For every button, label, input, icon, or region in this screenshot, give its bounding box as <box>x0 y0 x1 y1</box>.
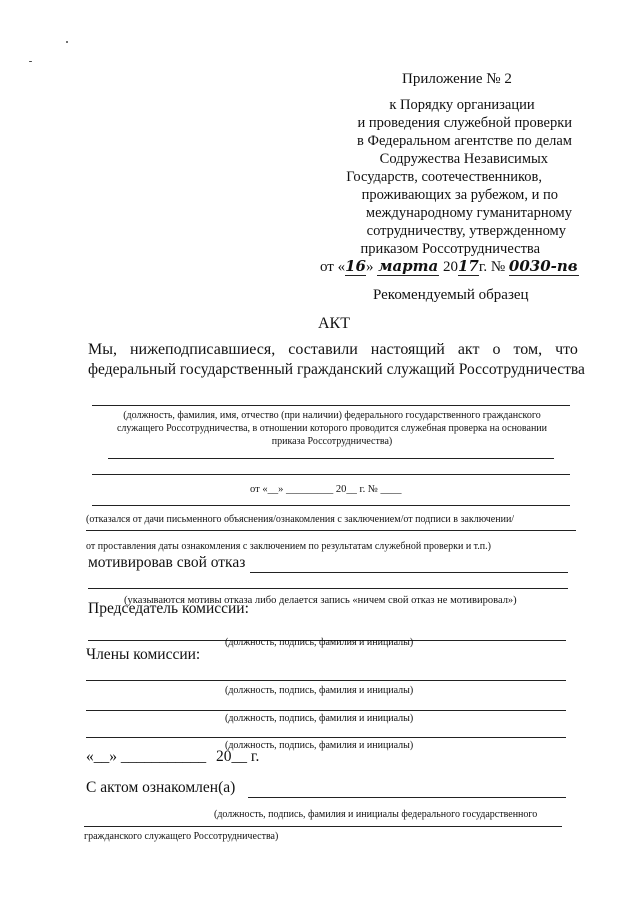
scan-speck <box>66 41 68 43</box>
order-reference-line: от «__» _________ 20__ г. № ____ <box>250 484 402 495</box>
caption-employee: (должность, фамилия, имя, отчество (при наличии) федерального государственного гражданского служащего Россотрудничества, в отношении которого проводится служебная проверка на основании приказа Россотрудничества) <box>116 410 548 447</box>
refusal-options-line-2: от проставления даты ознакомления с заключением по результатам служебной проверки и т.п.) <box>86 541 491 552</box>
basis-line: к Порядку организации <box>389 97 535 113</box>
document-title: АКТ <box>318 315 350 332</box>
fill-line <box>92 405 570 406</box>
handwritten-month: марта <box>378 257 439 275</box>
fill-line <box>108 458 554 459</box>
appendix-number: Приложение № 2 <box>402 71 512 87</box>
fill-line <box>92 474 570 475</box>
scan-speck <box>29 61 32 62</box>
fill-line <box>86 680 566 681</box>
basis-line: международному гуманитарному <box>365 205 572 221</box>
order-date-line: от «16» марта 2017г. № 0030-пв <box>320 257 578 275</box>
fill-line <box>250 572 568 573</box>
basis-line: в Федеральном агентстве по делам <box>357 133 572 149</box>
chairman-label: Председатель комиссии: <box>88 600 249 617</box>
handwritten-year: 17 <box>457 257 479 275</box>
fill-line <box>86 737 566 738</box>
basis-line: и проведения служебной проверки <box>357 115 572 131</box>
basis-line: Содружества Независимых <box>379 151 548 167</box>
fill-line <box>86 530 576 531</box>
members-label: Члены комиссии: <box>86 646 201 663</box>
appendix-basis <box>312 96 572 258</box>
fill-line <box>248 797 566 798</box>
basis-line: Государств, соотечественников, <box>346 169 542 185</box>
caption-final-1: (должность, подпись, фамилия и инициалы федерального государственного <box>214 809 538 820</box>
caption-final-2: гражданского служащего Россотрудничества) <box>84 831 279 842</box>
basis-line: проживающих за рубежом, и по <box>361 187 558 203</box>
intro-line-2: федеральный государственный гражданский служащий Россотрудничества <box>88 361 585 378</box>
fill-line <box>88 588 568 589</box>
caption-sign: (должность, подпись, фамилия и инициалы) <box>225 713 414 724</box>
fill-line <box>84 826 562 827</box>
caption-sign: (должность, подпись, фамилия и инициалы) <box>225 685 414 696</box>
familiarized-label: С актом ознакомлен(а) <box>86 779 236 796</box>
date-line: «__» ___________ 20__ г. <box>86 748 260 765</box>
fill-line <box>92 505 570 506</box>
handwritten-order-number: 0030-пв <box>508 257 578 275</box>
refusal-options-line-1: (отказался от дачи письменного объяснения/ознакомления с заключением/от подписи в заключении/ <box>86 514 515 525</box>
basis-line: приказом Россотрудничества <box>360 241 540 257</box>
recommended-sample-label: Рекомендуемый образец <box>373 287 529 303</box>
basis-line: сотрудничеству, утвержденному <box>366 223 566 239</box>
handwritten-day: 16 <box>345 257 366 275</box>
appendix-header <box>402 70 512 88</box>
motivated-label: мотивировав свой отказ <box>88 554 246 571</box>
caption-motives: (указываются мотивы отказа либо делается запись «ничем свой отказ не мотивировал») <box>124 595 517 606</box>
fill-line <box>86 710 566 711</box>
intro-line-1: Мы, нижеподписавшиеся, составили настоящий акт о том, что <box>88 341 578 358</box>
caption-sign: (должность, подпись, фамилия и инициалы) <box>225 740 414 751</box>
caption-sign: (должность, подпись, фамилия и инициалы) <box>225 637 414 648</box>
